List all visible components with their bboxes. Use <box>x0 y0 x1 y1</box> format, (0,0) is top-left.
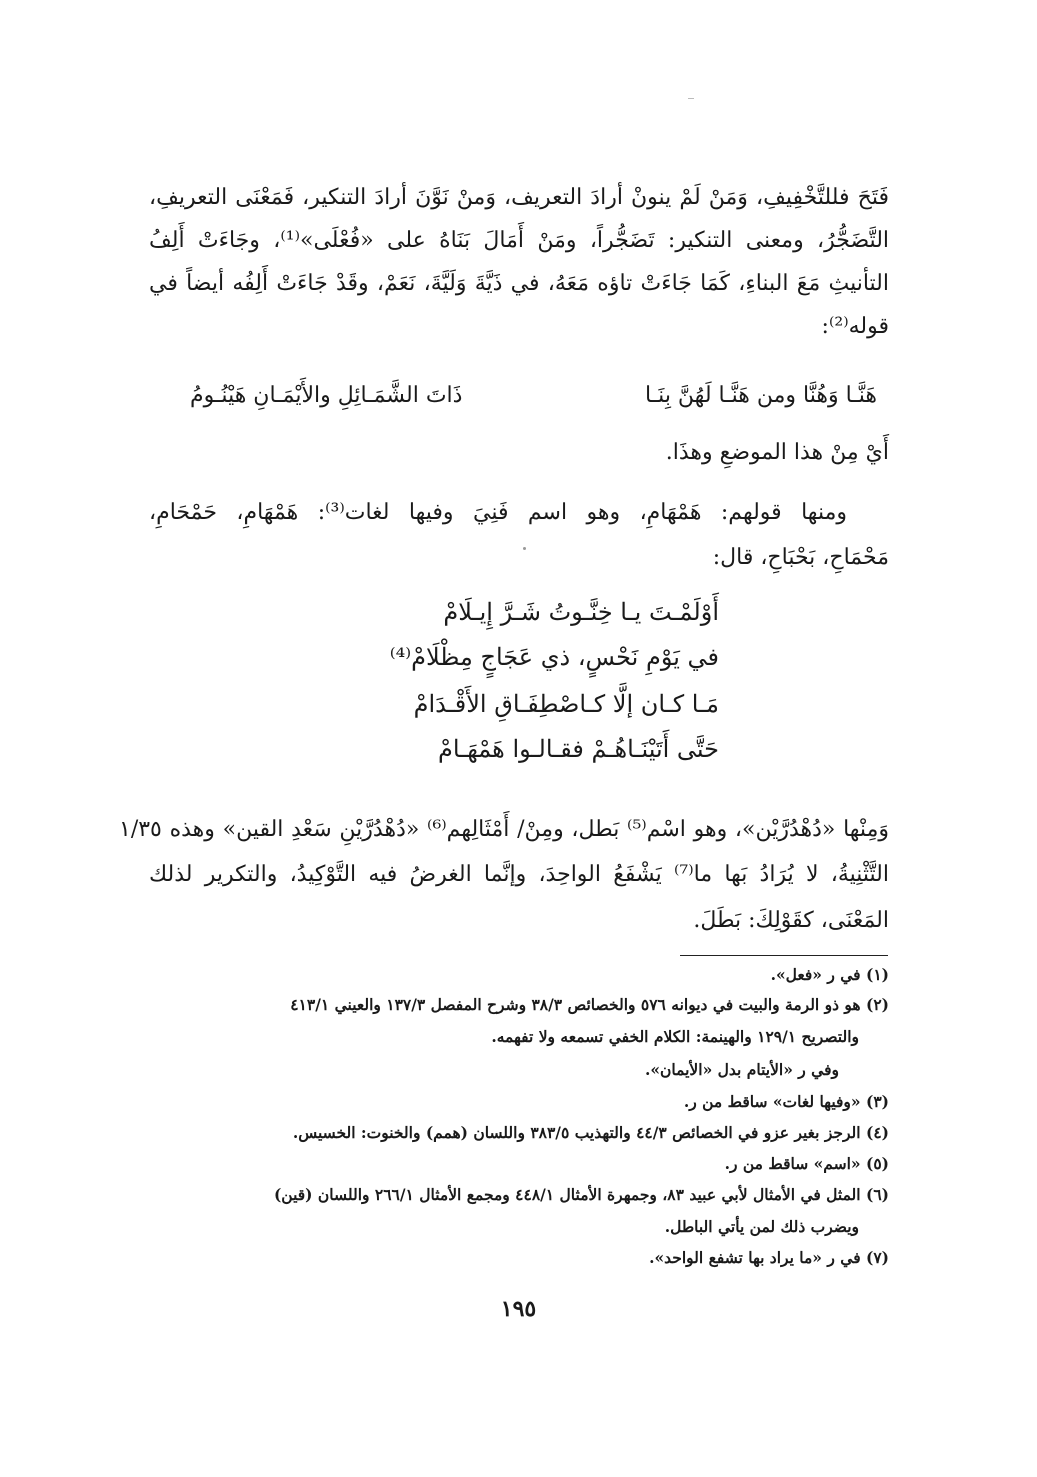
rajaz-line-1: أَوْلَمْـتَ يـا خِنَّـوتُ شَـرَّ إِيـلَامْ <box>443 598 719 626</box>
body-line-after-verse: أَيْ مِنْ هذا الموضعِ وهذَا. <box>665 440 889 465</box>
scan-mark-dot <box>523 547 526 550</box>
body-line-7: وَمِنْها «دُهْدُرَّيْن»، وهو اسْم⁽⁵⁾ بَطل، ومِنْ/ أَمْثَالِهم⁽⁶⁾ «دُهْدُرَّيْنِ سَعْدِ القين» وهذه ١/٣٥ <box>119 817 889 842</box>
rajaz-line-4: حَتَّى أَتَيْنَـاهُـمْ فقـالـوا هَمْهَـامْ <box>438 735 719 763</box>
footnote-6-cont: ويضرب ذلك لمن يأتي الباطل. <box>664 1217 859 1236</box>
footnote-separator <box>680 955 888 956</box>
body-line-1: فَتَحَ فللتَّخْفِيفِ، وَمَنْ لَمْ ينونْ أرادَ التعريف، وَمنْ نَوَّنَ أرادَ التنكير، فَمَعْنَى التعريفِ، <box>149 185 889 210</box>
verse-hemistich-right: هَنَّـا وَهُنَّا ومن هَنَّـا لَهُنَّ بِنَـا <box>645 383 877 408</box>
body-line-8: التَّثْنِيةُ، لا يُرَادُ بَها ما⁽⁷⁾ يَشْفَعُ الواحِدَ، وإنَّما الغرضُ فيه التَّوْكِيدُ، والتكرير لذلك <box>149 862 889 887</box>
footnote-5: (٥) «اسم» ساقط من ر. <box>724 1154 889 1173</box>
body-line-9: المَعْنَى، كقَوْلِكَ: بَطَلَ. <box>693 908 889 933</box>
footnote-7: (٧) في ر «ما يراد بها تشفع الواحد». <box>649 1248 889 1267</box>
footnote-1: (١) في ر «فعل». <box>770 965 889 984</box>
footnote-2: (٢) هو ذو الرمة والبيت في ديوانه ٥٧٦ والخصائص ٣٨/٣ وشرح المفصل ١٣٧/٣ والعيني ٤١٣/١ <box>290 995 889 1014</box>
body-line-3: التأنيثِ مَعَ البناءِ، كَمَا جَاءَتْ تاؤه مَعَهُ، في ذَيَّةَ وَلَيَّةَ، نَعَمْ، وقَدْ جَاءَتْ أَلِفُه أيضاً في <box>149 271 889 296</box>
footnote-6: (٦) المثل في الأمثال لأبي عبيد ٨٣، وجمهرة الأمثال ٤٤٨/١ ومجمع الأمثال ٢٦٦/١ واللسان (قين) <box>273 1185 889 1204</box>
body-line-5: ومنها قولهم: هَمْهَامِ، وهو اسم فَنِيَ وفيها لغات⁽³⁾: هَمْهَامِ، حَمْحَامِ، <box>149 500 847 525</box>
verse-hemistich-left: ذَاتَ الشَّمَـائِلِ والأَيْمَـانِ هَيْنُـومُ <box>190 383 463 408</box>
scan-mark <box>688 98 694 99</box>
rajaz-line-2: في يَوْمِ نَحْسٍ، ذي عَجَاجٍ مِظْلَامْ⁽⁴⁾ <box>389 643 719 671</box>
body-line-4: قوله⁽²⁾: <box>821 314 889 339</box>
footnote-4: (٤) الرجز بغير عزو في الخصائص ٤٤/٣ والتهذيب ٣٨٣/٥ واللسان (همم) والخنوت: الخسيس. <box>292 1123 889 1142</box>
footnote-3: (٣) «وفيها لغات» ساقط من ر. <box>683 1092 889 1111</box>
body-line-2: التَّضَجُّرُ، ومعنى التنكير: تَضَجُّراً، ومَنْ أَمَالَ بَنَاهُ على «فُعْلَى»⁽¹⁾، وجَاءَتْ أَلِفُ <box>149 228 890 253</box>
body-line-6: مَحْمَاحِ، بَحْبَاحِ، قال: <box>712 545 889 570</box>
page-number: ١٩٥ <box>500 1296 537 1322</box>
footnote-2-cont: والتصريح ١٢٩/١ والهينمة: الكلام الخفي تسمعه ولا تفهمه. <box>491 1027 859 1046</box>
footnote-2-note: وفي ر «الأيتام بدل «الأيمان». <box>644 1060 839 1079</box>
rajaz-line-3: مَـا كـان إلَّا كـاصْطِفَـاقِ الأَقْـدَامْ <box>413 690 719 718</box>
